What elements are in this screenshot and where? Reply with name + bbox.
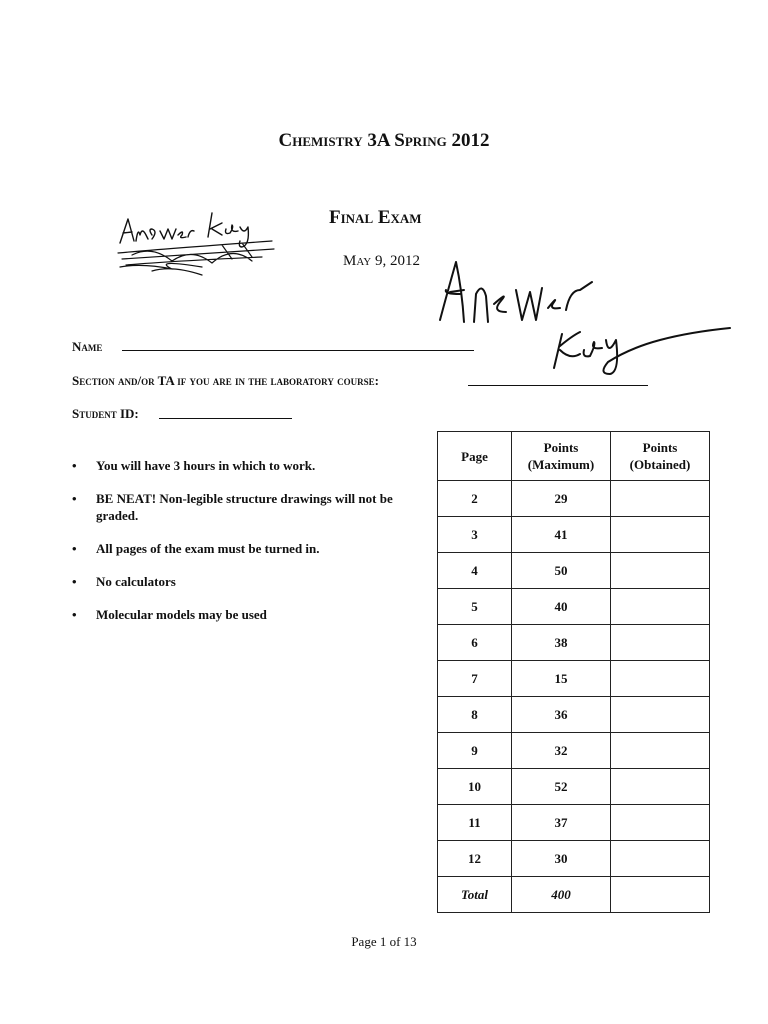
bullet-icon: • bbox=[72, 607, 77, 622]
name-field[interactable] bbox=[122, 350, 474, 351]
instruction-item: • BE NEAT! Non-legible structure drawings will not be graded. bbox=[72, 491, 393, 523]
table-row bbox=[438, 553, 710, 589]
cell-obtained[interactable] bbox=[611, 697, 710, 733]
cell-obtained[interactable] bbox=[611, 733, 710, 769]
page-indicator: Page 1 of 13 bbox=[351, 934, 417, 949]
student-id-label: Student ID: bbox=[72, 406, 139, 421]
table-total-row bbox=[438, 877, 710, 913]
table-row bbox=[438, 661, 710, 697]
cell-max: 52 bbox=[512, 769, 611, 805]
cell-max: 41 bbox=[512, 517, 611, 553]
cell-max: 40 bbox=[512, 589, 611, 625]
score-table bbox=[437, 431, 710, 913]
cell-obtained[interactable] bbox=[611, 769, 710, 805]
header-points-maximum: Points (Maximum) bbox=[512, 432, 611, 481]
cell-page: 2 bbox=[438, 481, 512, 517]
handwritten-answer-key-small bbox=[112, 205, 287, 285]
cell-page: 8 bbox=[438, 697, 512, 733]
student-id-field[interactable] bbox=[159, 418, 292, 419]
cell-page: 9 bbox=[438, 733, 512, 769]
table-row bbox=[438, 517, 710, 553]
cell-obtained[interactable] bbox=[611, 553, 710, 589]
cell-max: 37 bbox=[512, 805, 611, 841]
name-label: Name bbox=[72, 339, 103, 354]
table-row bbox=[438, 481, 710, 517]
cell-page: 7 bbox=[438, 661, 512, 697]
cell-obtained[interactable] bbox=[611, 517, 710, 553]
table-row bbox=[438, 625, 710, 661]
cell-page: 5 bbox=[438, 589, 512, 625]
cell-page: 6 bbox=[438, 625, 512, 661]
table-header-row bbox=[438, 432, 710, 481]
cell-page: 12 bbox=[438, 841, 512, 877]
table-row bbox=[438, 733, 710, 769]
cell-obtained[interactable] bbox=[611, 589, 710, 625]
cell-max: 38 bbox=[512, 625, 611, 661]
cell-total-label: Total bbox=[438, 877, 512, 913]
table-row bbox=[438, 841, 710, 877]
cell-obtained[interactable] bbox=[611, 481, 710, 517]
cell-obtained[interactable] bbox=[611, 661, 710, 697]
instruction-item: • No calculators bbox=[72, 574, 176, 589]
cell-max: 36 bbox=[512, 697, 611, 733]
cell-page: 3 bbox=[438, 517, 512, 553]
bullet-icon: • bbox=[72, 458, 77, 473]
handwritten-answer-key-large bbox=[430, 250, 750, 380]
cell-max: 50 bbox=[512, 553, 611, 589]
cell-page: 4 bbox=[438, 553, 512, 589]
cell-max: 15 bbox=[512, 661, 611, 697]
cell-max: 29 bbox=[512, 481, 611, 517]
table-row bbox=[438, 589, 710, 625]
cell-obtained[interactable] bbox=[611, 805, 710, 841]
cell-page: 11 bbox=[438, 805, 512, 841]
table-row bbox=[438, 769, 710, 805]
header-page: Page bbox=[438, 432, 512, 481]
table-row bbox=[438, 805, 710, 841]
exam-subtitle: Final Exam bbox=[329, 207, 422, 228]
exam-date: May 9, 2012 bbox=[343, 253, 420, 269]
cell-max: 32 bbox=[512, 733, 611, 769]
cell-obtained[interactable] bbox=[611, 625, 710, 661]
cell-max: 30 bbox=[512, 841, 611, 877]
instruction-list bbox=[72, 457, 432, 639]
section-label: Section and/or TA if you are in the laboratory course: bbox=[72, 373, 379, 388]
header-points-obtained: Points (Obtained) bbox=[611, 432, 710, 481]
bullet-icon: • bbox=[72, 574, 77, 589]
cell-page: 10 bbox=[438, 769, 512, 805]
exam-title: Chemistry 3A Spring 2012 bbox=[278, 130, 490, 151]
cell-obtained[interactable] bbox=[611, 841, 710, 877]
cell-total-max: 400 bbox=[512, 877, 611, 913]
table-row bbox=[438, 697, 710, 733]
instruction-item: • You will have 3 hours in which to work. bbox=[72, 458, 316, 473]
section-field[interactable] bbox=[468, 385, 648, 386]
instruction-item: • All pages of the exam must be turned in. bbox=[72, 541, 320, 556]
instruction-item: • Molecular models may be used bbox=[72, 607, 267, 622]
bullet-icon: • bbox=[72, 491, 77, 506]
bullet-icon: • bbox=[72, 541, 77, 556]
cell-total-obtained[interactable] bbox=[611, 877, 710, 913]
